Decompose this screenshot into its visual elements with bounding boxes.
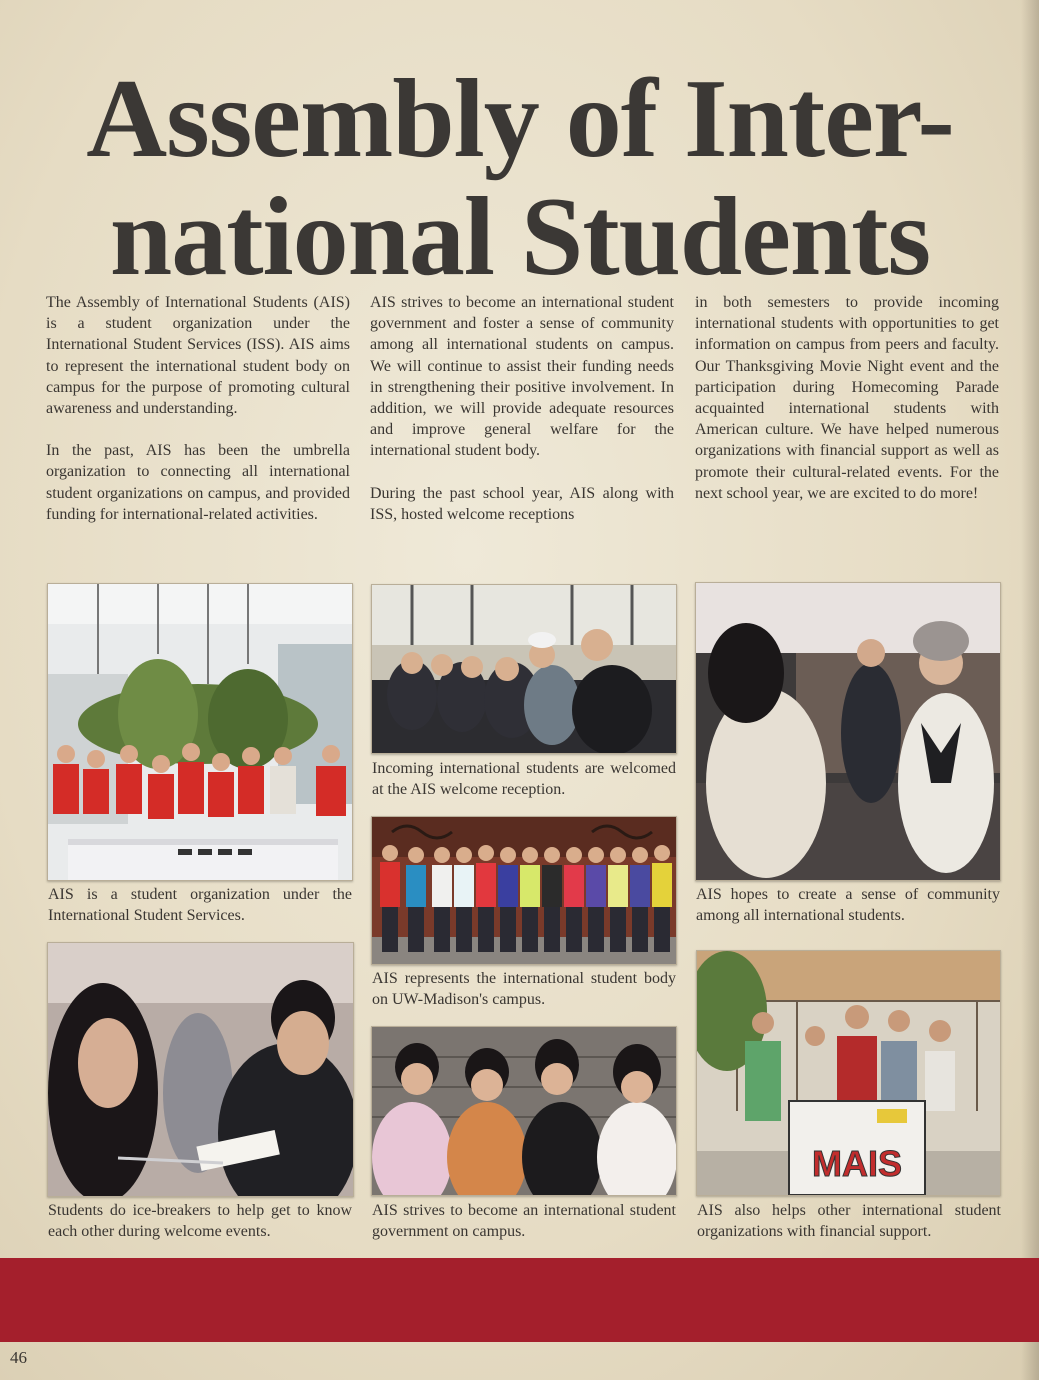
- photo-caption: AIS hopes to create a sense of community among all international students.: [696, 886, 1000, 924]
- photo-four-students: [371, 1026, 677, 1196]
- paragraph: The Assembly of International Students (AIS) is a student organization under the International Student Services (ISS). AIS aims to represent the international student body on campus for the purpose of promoting cultural awareness and understanding.: [46, 294, 350, 418]
- paragraph: AIS strives to become an international student government and foster a sense of community among all international students on campus. We will continue to assist their funding needs in strengthening their positive involvement. In addition, we will provide adequate resources and improve general welfare for the international student body.: [370, 294, 674, 460]
- paragraph: in both semesters to provide incoming international students with opportunities to get information on campus from peers and faculty. Our Thanksgiving Movie Night event and the participation during Homecoming Parade acquainted international students with American culture. We have helped numerous organizations with financial support as well as promote their cultural-related events. For the next school year, we are excited to do more!: [695, 294, 999, 502]
- paragraph: In the past, AIS has been the umbrella organization to connecting all international student organizations on campus, and provided funding for international-related activities.: [46, 442, 350, 523]
- footer-color-band: [0, 1258, 1039, 1342]
- photo-booth-group: [47, 583, 353, 881]
- title-line-1: Assembly of Inter-: [86, 57, 954, 181]
- body-column-1: [46, 292, 350, 546]
- photo-caption: Incoming international students are welcomed at the AIS welcome reception.: [372, 760, 676, 798]
- paragraph: During the past school year, AIS along with ISS, hosted welcome receptions: [370, 484, 674, 523]
- sign-text: MAIS: [812, 1143, 902, 1184]
- photo-caption: AIS also helps other international student organizations with financial support.: [697, 1202, 1001, 1240]
- photo-caption: AIS represents the international student body on UW-Madison's campus.: [372, 970, 676, 1008]
- page-number: 46: [10, 1348, 27, 1367]
- photo-caption: AIS strives to become an international student government on campus.: [372, 1202, 676, 1240]
- body-column-2: [370, 292, 674, 546]
- body-column-3: [695, 292, 999, 525]
- page-edge-shadow: [1021, 0, 1039, 1380]
- page-title: [40, 57, 1000, 299]
- photo-ice-breakers: [47, 942, 354, 1197]
- photo-caption: AIS is a student organization under the International Student Services.: [48, 886, 352, 924]
- photo-mais-sign: [696, 950, 1001, 1196]
- title-line-2: national Students: [109, 175, 931, 299]
- photo-welcome-reception: [371, 584, 677, 754]
- photo-community: [695, 582, 1001, 881]
- photo-group-door: [371, 816, 677, 965]
- photo-caption: Students do ice-breakers to help get to know each other during welcome events.: [48, 1202, 352, 1240]
